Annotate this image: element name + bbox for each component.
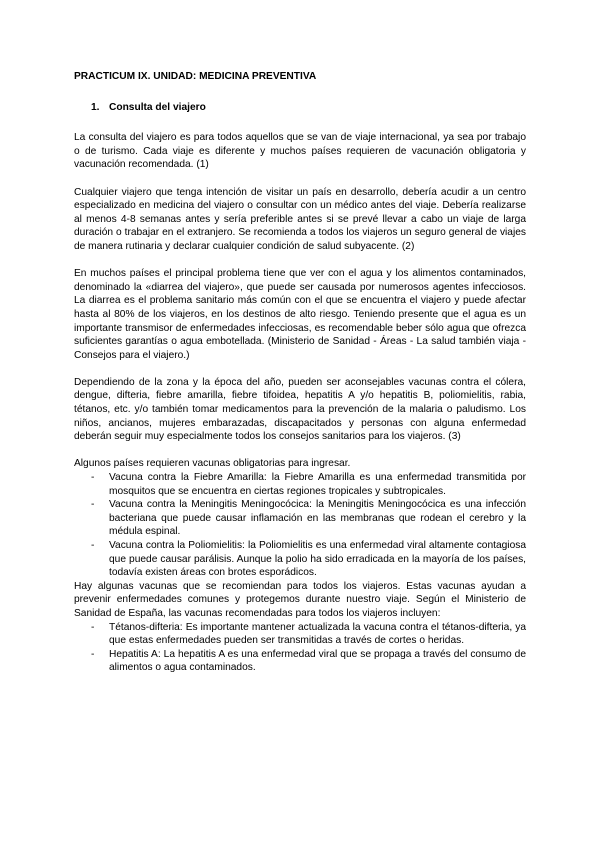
mandatory-intro: Algunos países requieren vacunas obligatorias para ingresar. xyxy=(74,458,351,470)
list-item xyxy=(74,498,526,539)
list-item-text: Vacuna contra la Fiebre Amarilla: la Fiebre Amarilla es una enfermedad transmitida por mosquitos que se encuentra en ciertas regiones tropicales y subtropicales. xyxy=(109,472,526,497)
bullet-dash: - xyxy=(91,648,95,660)
recommended-intro: Hay algunas vacunas que se recomiendan para todos los viajeros. Estas vacunas ayudan a prevenir enfermedades comunes y protegemos durante nuestro viaje. Según el Ministerio de Sanidad de España, las vacunas recomendadas para todos los viajeros incluyen: xyxy=(74,580,526,619)
document-title: PRACTICUM IX. UNIDAD: MEDICINA PREVENTIVA xyxy=(74,71,317,82)
document-body xyxy=(74,70,526,675)
list-item xyxy=(74,648,526,675)
bullet-dash: - xyxy=(91,621,95,633)
recommended-vaccine-list xyxy=(74,621,526,675)
list-item-text: Tétanos-difteria: Es importante mantener actualizada la vacuna contra el tétanos-difteria, ya que estas enfermedades pueden ser transmitidas a través de cortes o heridas. xyxy=(109,621,526,647)
bullet-dash: - xyxy=(91,499,95,511)
list-item-text: Vacuna contra la Poliomielitis: la Poliomielitis es una enfermedad viral altamente contagiosa que puede causar parálisis. Aunque la polio ha sido erradicada en la mayoría de los países, todavía existen áreas con brotes esporádicos. xyxy=(109,540,526,579)
section-heading xyxy=(74,101,526,115)
bullet-dash: - xyxy=(91,540,95,551)
bullet-dash: - xyxy=(91,472,95,484)
list-item xyxy=(74,471,526,498)
list-item-text: Hepatitis A: La hepatitis A es una enfermedad viral que se propaga a través del consumo de alimentos o agua contaminados. xyxy=(109,648,526,674)
paragraph-vaccines: Dependiendo de la zona y la época del año, pueden ser aconsejables vacunas contra el cólera, dengue, difteria, fiebre amarilla, fiebre tifoidea, hepatitis A y/o hepatitis B, poliomielitis, rabia, tétanos, etc. y/o también tomar medicamentos para la prevención de la malaria o paludismo. Los niños, ancianos, mujeres embarazadas, discapacitados y personas con alguna enfermedad deberán seguir muy especialmente todos los consejos sanitarios para los viajeros. (3) xyxy=(74,376,526,443)
paragraph-diarrhea: En muchos países el principal problema tiene que ver con el agua y los alimentos contaminados, denominado la «diarrea del viajero», que puede ser causada por numerosos agentes infecciosos. La diarrea es el problema sanitario más común con el que se encuentra el viajero y puede afectar hasta al 80% de los viajeros, en los destinos de alto riesgo. Teniendo presente que el agua es un importante transmisor de enfermedades infecciosas, es recomendable beber sólo agua que ofrezca suficientes garantías o agua embotellada. (Ministerio de Sanidad - Áreas - La salud también viaja - Consejos para el viajero.) xyxy=(74,268,526,361)
list-item xyxy=(74,621,526,648)
section-number: 1. xyxy=(91,101,100,113)
mandatory-vaccine-list xyxy=(74,471,526,580)
paragraph-planning: Cualquier viajero que tenga intención de visitar un país en desarrollo, debería acudir a un centro especializado en medicina del viajero o consultar con un médico antes del viaje. Debería realizarse al menos 4-8 semanas antes y sería preferible antes si se prevé llevar a cabo un viaje de larga duración o trabajar en el extranjero. Se recomienda a todos los viajeros un seguro general de viajes de manera rutinaria y declarar cualquier condición de salud subyacente. (2) xyxy=(74,186,526,252)
list-item-text: Vacuna contra la Meningitis Meningocócica: la Meningitis Meningocócica es una infección bacteriana que puede causar inflamación en las membranas que rodean el cerebro y la médula espinal. xyxy=(109,499,526,538)
list-item xyxy=(74,539,526,580)
section-title: Consulta del viajero xyxy=(109,101,206,113)
paragraph-intro: La consulta del viajero es para todos aquellos que se van de viaje internacional, ya sea por trabajo o de turismo. Cada viaje es diferente y muchos países requieren de vacunación obligatoria y vacunación recomendada. (1) xyxy=(74,132,526,171)
